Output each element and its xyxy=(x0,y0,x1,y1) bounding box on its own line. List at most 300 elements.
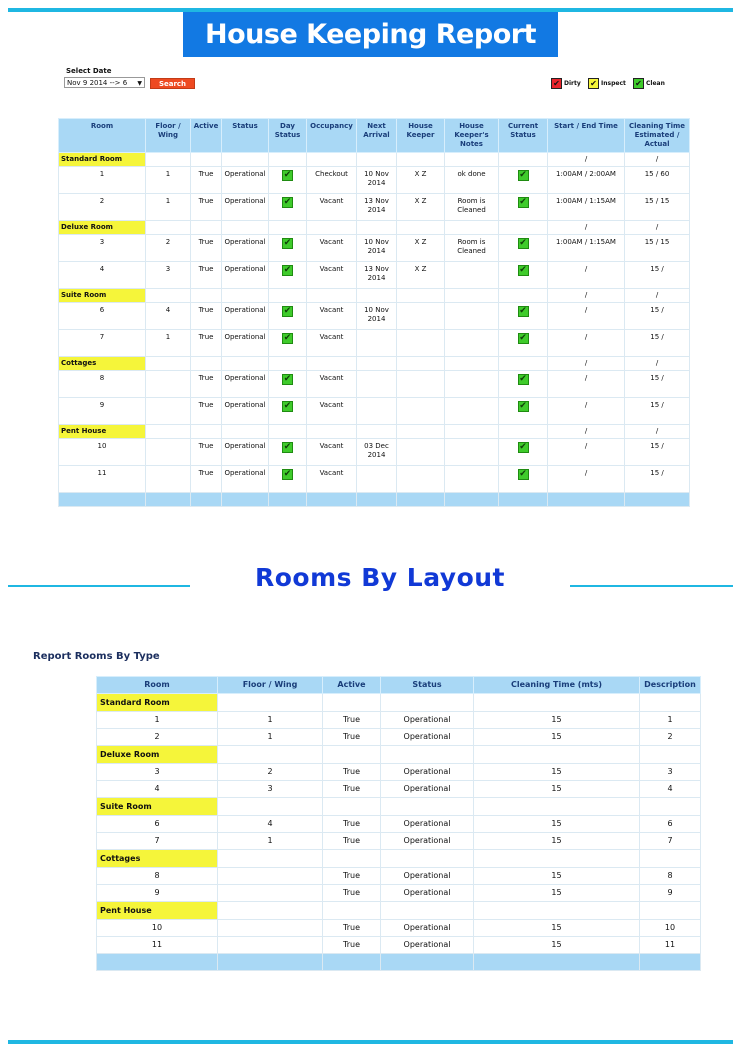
status: Operational xyxy=(381,781,474,798)
next-arrival xyxy=(357,398,397,425)
checkbox-icon[interactable] xyxy=(518,306,529,317)
empty-cell xyxy=(397,289,445,303)
floor-wing: 1 xyxy=(146,194,191,221)
group-row xyxy=(59,221,690,235)
status: Operational xyxy=(381,937,474,954)
empty-cell xyxy=(307,357,357,371)
column-header: Current Status xyxy=(499,119,548,153)
room-number: 9 xyxy=(97,885,218,902)
floor-wing xyxy=(146,466,191,493)
status: Operational xyxy=(381,885,474,902)
next-arrival xyxy=(357,466,397,493)
room-number: 2 xyxy=(59,194,146,221)
housekeeping-table-header xyxy=(59,119,690,153)
active: True xyxy=(191,262,222,289)
section-subtitle: Report Rooms By Type xyxy=(33,651,160,662)
header-row xyxy=(97,677,701,694)
checkbox-icon[interactable] xyxy=(282,469,293,480)
checkbox-icon[interactable] xyxy=(518,401,529,412)
empty-cell xyxy=(191,425,222,439)
empty-cell xyxy=(191,221,222,235)
group-cleaning: / xyxy=(625,357,690,371)
status: Operational xyxy=(222,194,269,221)
empty-cell xyxy=(269,153,307,167)
current-status xyxy=(499,194,548,221)
table-row xyxy=(59,330,690,357)
room-number: 6 xyxy=(97,816,218,833)
day-status xyxy=(269,167,307,194)
day-status xyxy=(269,466,307,493)
floor-wing: 1 xyxy=(218,712,323,729)
empty-cell xyxy=(381,746,474,764)
empty-cell xyxy=(307,221,357,235)
floor-wing xyxy=(146,398,191,425)
legend-inspect: ✔ Inspect xyxy=(588,78,626,89)
floor-wing xyxy=(218,868,323,885)
empty-cell xyxy=(218,798,323,816)
empty-cell xyxy=(307,425,357,439)
empty-cell xyxy=(499,357,548,371)
cleaning-time: 15 xyxy=(474,764,640,781)
keeper-notes xyxy=(445,262,499,289)
column-header: Room xyxy=(97,677,218,694)
next-arrival: 10 Nov 2014 xyxy=(357,167,397,194)
empty-cell xyxy=(357,425,397,439)
table-row xyxy=(97,937,701,954)
table-row xyxy=(59,439,690,466)
status: Operational xyxy=(381,729,474,746)
cleaning-time: 15 xyxy=(474,833,640,850)
cleaning-time: 15 xyxy=(474,712,640,729)
empty-cell xyxy=(397,357,445,371)
active: True xyxy=(323,833,381,850)
footer-cell xyxy=(307,493,357,507)
rooms-by-type-table xyxy=(96,676,701,971)
group-label: Cottages xyxy=(59,357,146,371)
empty-cell xyxy=(474,902,640,920)
floor-wing: 1 xyxy=(146,330,191,357)
cleaning-time: 15 / 60 xyxy=(625,167,690,194)
cleaning-time: 15 xyxy=(474,937,640,954)
empty-cell xyxy=(640,798,701,816)
room-number: 8 xyxy=(59,371,146,398)
description: 3 xyxy=(640,764,701,781)
table-row xyxy=(97,868,701,885)
floor-wing: 1 xyxy=(218,833,323,850)
cleaning-time: 15 / xyxy=(625,371,690,398)
active: True xyxy=(323,868,381,885)
empty-cell xyxy=(222,153,269,167)
empty-cell xyxy=(222,221,269,235)
page-title: House Keeping Report xyxy=(183,12,558,57)
date-select-value: Nov 9 2014 --> 6 xyxy=(67,79,128,87)
empty-cell xyxy=(474,798,640,816)
cleaning-time: 15 xyxy=(474,868,640,885)
checkbox-icon[interactable] xyxy=(282,442,293,453)
housekeeping-table-body xyxy=(59,153,690,507)
empty-cell xyxy=(397,425,445,439)
group-row xyxy=(59,425,690,439)
start-end-time: / xyxy=(548,371,625,398)
floor-wing: 4 xyxy=(146,303,191,330)
house-keeper: X Z xyxy=(397,194,445,221)
day-status xyxy=(269,194,307,221)
column-header: Description xyxy=(640,677,701,694)
column-header: House Keeper's Notes xyxy=(445,119,499,153)
active: True xyxy=(191,466,222,493)
checkbox-icon[interactable] xyxy=(518,469,529,480)
start-end-time: / xyxy=(548,262,625,289)
status: Operational xyxy=(381,868,474,885)
table-row xyxy=(59,262,690,289)
cleaning-time: 15 / xyxy=(625,303,690,330)
empty-cell xyxy=(269,289,307,303)
group-time: / xyxy=(548,153,625,167)
empty-cell xyxy=(222,425,269,439)
current-status xyxy=(499,371,548,398)
start-end-time: 1:00AM / 2:00AM xyxy=(548,167,625,194)
keeper-notes xyxy=(445,398,499,425)
floor-wing: 4 xyxy=(218,816,323,833)
bottom-divider xyxy=(8,1040,733,1044)
cleaning-time: 15 xyxy=(474,729,640,746)
current-status xyxy=(499,167,548,194)
group-cleaning: / xyxy=(625,425,690,439)
rooms-table-body xyxy=(97,694,701,971)
description: 11 xyxy=(640,937,701,954)
checkbox-icon[interactable] xyxy=(282,333,293,344)
section-title: Rooms By Layout xyxy=(190,564,570,592)
empty-cell xyxy=(357,221,397,235)
cleaning-time: 15 / xyxy=(625,439,690,466)
empty-cell xyxy=(357,289,397,303)
column-header: Room xyxy=(59,119,146,153)
house-keeper xyxy=(397,330,445,357)
group-row xyxy=(97,850,701,868)
start-end-time: / xyxy=(548,303,625,330)
empty-cell xyxy=(146,221,191,235)
description: 2 xyxy=(640,729,701,746)
cleaning-time: 15 / xyxy=(625,262,690,289)
empty-cell xyxy=(218,694,323,712)
table-row xyxy=(97,920,701,937)
column-header: Start / End Time xyxy=(548,119,625,153)
group-label: Deluxe Room xyxy=(59,221,146,235)
empty-cell xyxy=(307,289,357,303)
occupancy: Checkout xyxy=(307,167,357,194)
group-row xyxy=(97,798,701,816)
empty-cell xyxy=(323,798,381,816)
empty-cell xyxy=(218,850,323,868)
room-number: 10 xyxy=(59,439,146,466)
group-time: / xyxy=(548,357,625,371)
floor-wing: 2 xyxy=(218,764,323,781)
checkbox-icon[interactable] xyxy=(518,170,529,181)
keeper-notes xyxy=(445,371,499,398)
active: True xyxy=(191,439,222,466)
group-row xyxy=(59,357,690,371)
floor-wing: 1 xyxy=(146,167,191,194)
column-header: Cleaning Time (mts) xyxy=(474,677,640,694)
house-keeper xyxy=(397,439,445,466)
footer-cell xyxy=(59,493,146,507)
status: Operational xyxy=(222,439,269,466)
empty-cell xyxy=(381,694,474,712)
empty-cell xyxy=(640,746,701,764)
group-row xyxy=(59,289,690,303)
floor-wing: 3 xyxy=(146,262,191,289)
next-arrival: 13 Nov 2014 xyxy=(357,194,397,221)
empty-cell xyxy=(499,153,548,167)
next-arrival xyxy=(357,330,397,357)
checkbox-icon[interactable] xyxy=(518,265,529,276)
room-number: 7 xyxy=(59,330,146,357)
table-row xyxy=(59,235,690,262)
empty-cell xyxy=(474,850,640,868)
active: True xyxy=(191,303,222,330)
empty-cell xyxy=(222,357,269,371)
empty-cell xyxy=(307,153,357,167)
footer-cell xyxy=(640,954,701,971)
group-label: Standard Room xyxy=(97,694,218,712)
start-end-time: / xyxy=(548,398,625,425)
room-number: 11 xyxy=(59,466,146,493)
column-header: House Keeper xyxy=(397,119,445,153)
footer-row xyxy=(59,493,690,507)
keeper-notes: ok done xyxy=(445,167,499,194)
checkbox-icon[interactable] xyxy=(282,374,293,385)
cleaning-time: 15 / xyxy=(625,466,690,493)
empty-cell xyxy=(640,850,701,868)
floor-wing: 2 xyxy=(146,235,191,262)
room-number: 3 xyxy=(97,764,218,781)
housekeeping-table xyxy=(58,118,690,507)
column-header: Status xyxy=(222,119,269,153)
occupancy: Vacant xyxy=(307,466,357,493)
checkbox-icon[interactable] xyxy=(518,197,529,208)
room-number: 1 xyxy=(97,712,218,729)
table-row xyxy=(97,816,701,833)
status: Operational xyxy=(222,262,269,289)
column-header: Cleaning Time Estimated / Actual xyxy=(625,119,690,153)
group-label: Pent House xyxy=(97,902,218,920)
table-row xyxy=(97,764,701,781)
footer-cell xyxy=(499,493,548,507)
empty-cell xyxy=(323,694,381,712)
checkbox-icon: ✔ xyxy=(551,78,562,89)
status: Operational xyxy=(222,303,269,330)
cleaning-time: 15 / 15 xyxy=(625,235,690,262)
group-row xyxy=(97,694,701,712)
floor-wing xyxy=(146,439,191,466)
legend-clean: ✔ Clean xyxy=(633,78,665,89)
empty-cell xyxy=(499,289,548,303)
current-status xyxy=(499,398,548,425)
active: True xyxy=(323,885,381,902)
house-keeper: X Z xyxy=(397,235,445,262)
start-end-time: / xyxy=(548,466,625,493)
table-row xyxy=(59,303,690,330)
active: True xyxy=(191,167,222,194)
empty-cell xyxy=(381,798,474,816)
active: True xyxy=(191,398,222,425)
next-arrival: 03 Dec 2014 xyxy=(357,439,397,466)
description: 1 xyxy=(640,712,701,729)
table-row xyxy=(59,167,690,194)
legend-dirty: ✔ Dirty xyxy=(551,78,581,89)
checkbox-icon[interactable] xyxy=(282,265,293,276)
empty-cell xyxy=(474,694,640,712)
date-select[interactable] xyxy=(64,77,145,88)
empty-cell xyxy=(269,221,307,235)
occupancy: Vacant xyxy=(307,262,357,289)
group-cleaning: / xyxy=(625,289,690,303)
checkbox-icon[interactable] xyxy=(282,238,293,249)
column-header: Floor / Wing xyxy=(146,119,191,153)
checkbox-icon: ✔ xyxy=(633,78,644,89)
group-row xyxy=(97,746,701,764)
start-end-time: / xyxy=(548,330,625,357)
footer-row xyxy=(97,954,701,971)
next-arrival: 13 Nov 2014 xyxy=(357,262,397,289)
floor-wing xyxy=(218,937,323,954)
empty-cell xyxy=(499,425,548,439)
description: 10 xyxy=(640,920,701,937)
room-number: 4 xyxy=(97,781,218,798)
occupancy: Vacant xyxy=(307,330,357,357)
floor-wing: 3 xyxy=(218,781,323,798)
checkbox-icon[interactable] xyxy=(282,170,293,181)
cleaning-time: 15 xyxy=(474,885,640,902)
occupancy: Vacant xyxy=(307,194,357,221)
day-status xyxy=(269,235,307,262)
occupancy: Vacant xyxy=(307,303,357,330)
table-row xyxy=(59,194,690,221)
cleaning-time: 15 / 15 xyxy=(625,194,690,221)
active: True xyxy=(323,712,381,729)
room-number: 2 xyxy=(97,729,218,746)
room-number: 6 xyxy=(59,303,146,330)
empty-cell xyxy=(397,153,445,167)
table-row xyxy=(97,885,701,902)
occupancy: Vacant xyxy=(307,439,357,466)
group-label: Cottages xyxy=(97,850,218,868)
current-status xyxy=(499,303,548,330)
table-row xyxy=(97,781,701,798)
table-row xyxy=(97,729,701,746)
checkbox-icon[interactable] xyxy=(518,333,529,344)
next-arrival xyxy=(357,371,397,398)
day-status xyxy=(269,330,307,357)
status: Operational xyxy=(381,816,474,833)
footer-cell xyxy=(191,493,222,507)
empty-cell xyxy=(269,357,307,371)
empty-cell xyxy=(191,153,222,167)
empty-cell xyxy=(357,357,397,371)
checkbox-icon[interactable] xyxy=(518,442,529,453)
keeper-notes xyxy=(445,330,499,357)
group-time: / xyxy=(548,221,625,235)
group-label: Suite Room xyxy=(97,798,218,816)
description: 8 xyxy=(640,868,701,885)
empty-cell xyxy=(640,694,701,712)
floor-wing xyxy=(146,371,191,398)
description: 9 xyxy=(640,885,701,902)
empty-cell xyxy=(191,357,222,371)
empty-cell xyxy=(323,746,381,764)
group-row xyxy=(97,902,701,920)
start-end-time: 1:00AM / 1:15AM xyxy=(548,194,625,221)
room-number: 1 xyxy=(59,167,146,194)
table-row xyxy=(97,712,701,729)
footer-cell xyxy=(397,493,445,507)
table-row xyxy=(59,466,690,493)
checkbox-icon[interactable] xyxy=(282,306,293,317)
search-button[interactable]: Search xyxy=(150,78,195,89)
start-end-time: 1:00AM / 1:15AM xyxy=(548,235,625,262)
column-header: Day Status xyxy=(269,119,307,153)
current-status xyxy=(499,439,548,466)
column-header: Floor / Wing xyxy=(218,677,323,694)
empty-cell xyxy=(218,902,323,920)
active: True xyxy=(191,235,222,262)
checkbox-icon[interactable] xyxy=(518,374,529,385)
house-keeper xyxy=(397,303,445,330)
room-number: 4 xyxy=(59,262,146,289)
keeper-notes xyxy=(445,439,499,466)
day-status xyxy=(269,398,307,425)
active: True xyxy=(323,937,381,954)
day-status xyxy=(269,262,307,289)
floor-wing xyxy=(218,885,323,902)
column-header: Status xyxy=(381,677,474,694)
status: Operational xyxy=(222,167,269,194)
next-arrival: 10 Nov 2014 xyxy=(357,303,397,330)
group-label: Standard Room xyxy=(59,153,146,167)
room-number: 11 xyxy=(97,937,218,954)
empty-cell xyxy=(146,357,191,371)
chevron-down-icon: ▼ xyxy=(137,80,142,87)
empty-cell xyxy=(445,221,499,235)
cleaning-time: 15 xyxy=(474,920,640,937)
footer-cell xyxy=(381,954,474,971)
group-label: Deluxe Room xyxy=(97,746,218,764)
column-header: Active xyxy=(323,677,381,694)
checkbox-icon[interactable] xyxy=(518,238,529,249)
status: Operational xyxy=(222,398,269,425)
occupancy: Vacant xyxy=(307,371,357,398)
empty-cell xyxy=(146,425,191,439)
active: True xyxy=(323,764,381,781)
occupancy: Vacant xyxy=(307,235,357,262)
group-label: Suite Room xyxy=(59,289,146,303)
current-status xyxy=(499,235,548,262)
footer-cell xyxy=(474,954,640,971)
empty-cell xyxy=(323,902,381,920)
status: Operational xyxy=(381,712,474,729)
keeper-notes xyxy=(445,303,499,330)
current-status xyxy=(499,466,548,493)
day-status xyxy=(269,371,307,398)
checkbox-icon[interactable] xyxy=(282,197,293,208)
occupancy: Vacant xyxy=(307,398,357,425)
empty-cell xyxy=(474,746,640,764)
empty-cell xyxy=(222,289,269,303)
current-status xyxy=(499,330,548,357)
house-keeper: X Z xyxy=(397,167,445,194)
checkbox-icon[interactable] xyxy=(282,401,293,412)
cleaning-time: 15 / xyxy=(625,398,690,425)
